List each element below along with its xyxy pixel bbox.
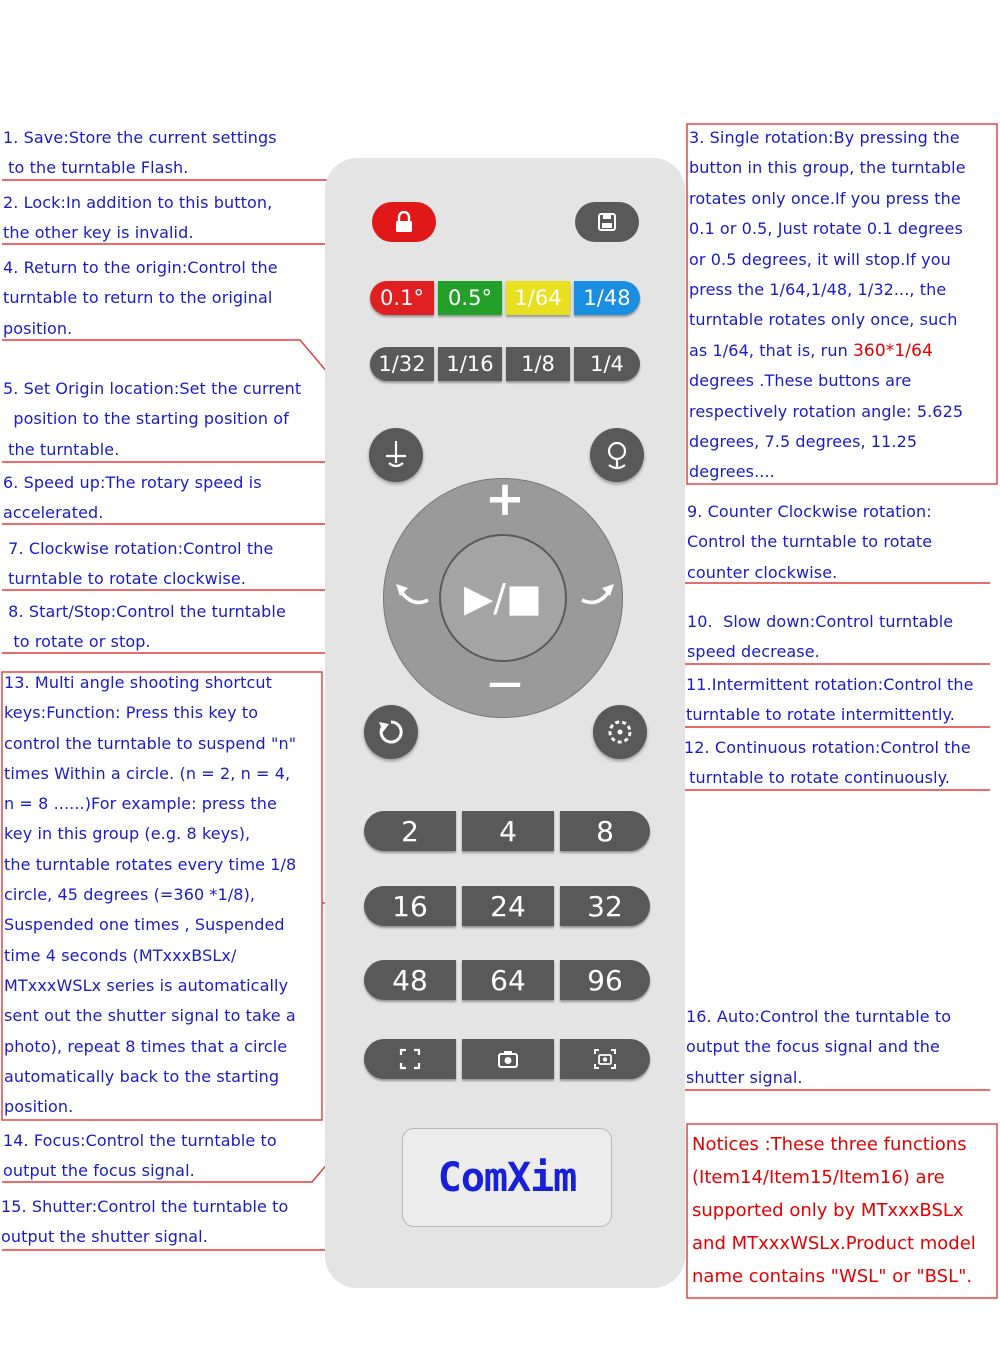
annotation-focus: 14. Focus:Control the turntable to output the focus signal. <box>3 1131 277 1181</box>
annotation-clockwise: 7. Clockwise rotation:Control the turntable to rotate clockwise. <box>8 539 274 589</box>
annotation-counter-clockwise: 9. Counter Clockwise rotation: Control the turntable to rotate counter clockwise. <box>687 502 933 582</box>
focus-button[interactable] <box>364 1039 456 1079</box>
annotation-set-origin: 5. Set Origin location:Set the current position to the starting position of the turntable. <box>3 379 302 459</box>
speed-up-button[interactable]: + <box>484 471 526 527</box>
save-icon <box>597 212 617 232</box>
angle-button-0-1[interactable]: 0.1° <box>370 281 434 315</box>
lock-button[interactable] <box>372 202 436 242</box>
n-button-64[interactable]: 64 <box>462 960 554 1000</box>
annotation-auto: 16. Auto:Control the turntable to output the focus signal and the shutter signal. <box>686 1007 952 1087</box>
n-button-8[interactable]: 8 <box>560 811 650 851</box>
n-button-4[interactable]: 4 <box>462 811 554 851</box>
return-origin-icon <box>602 439 632 471</box>
lock-icon <box>394 211 414 233</box>
annotation-slow-down: 10. Slow down:Control turntable speed decrease. <box>687 612 954 662</box>
angle-button-1-64[interactable]: 1/64 <box>506 281 570 315</box>
intermittent-rotation-icon <box>606 718 634 746</box>
n-button-96[interactable]: 96 <box>560 960 650 1000</box>
annotation-speed-up: 6. Speed up:The rotary speed is accelerated. <box>3 473 262 523</box>
annotation-highlight: 360*1/64 <box>853 340 933 361</box>
n-button-16[interactable]: 16 <box>364 886 456 926</box>
annotation-single-rotation: 3. Single rotation:By pressing the button in this group, the turntable rotates only once.If you press the 0.1 or 0.5, Just rotate 0.1 degrees or 0.5 degrees, it will stop.If you press the 1/64,1/48, 1/32..., the turntable rotates only once, such as 1/64, that is, run 360*1/64 degrees .These buttons are respectively rotation angle: 5.625 degrees, 7.5 degrees, 11.25 degrees.... <box>689 128 966 482</box>
shutter-icon <box>497 1049 519 1069</box>
annotation-multi-angle: 13. Multi angle shooting shortcut keys:Function: Press this key to control the turntable to suspend "n" times Within a circle. (n = 2, n = 4, n = 8 ......)For example: press the key in this group (e.g. 8 keys), the turntable rotates every time 1/8 circle, 45 degrees (=360 *1/8), Suspended one times , Suspended time 4 seconds (MTxxxBSLx/ MTxxxWSLx series is automatically sent out the shutter signal to take a photo), repeat 8 times that a circle automatically back to the starting position. <box>4 673 297 1117</box>
angle-button-1-48[interactable]: 1/48 <box>574 281 640 315</box>
save-button[interactable] <box>575 202 639 242</box>
annotation-start-stop: 8. Start/Stop:Control the turntable to rotate or stop. <box>8 602 286 652</box>
angle-button-1-4[interactable]: 1/4 <box>574 347 640 381</box>
clockwise-icon <box>394 578 434 614</box>
n-button-48[interactable]: 48 <box>364 960 456 1000</box>
brand-logo: ComXim <box>437 1154 577 1201</box>
set-origin-button[interactable] <box>369 428 423 482</box>
counter-clockwise-icon <box>576 578 616 614</box>
angle-button-1-8[interactable]: 1/8 <box>506 347 570 381</box>
angle-button-1-32[interactable]: 1/32 <box>370 347 434 381</box>
angle-button-0-5[interactable]: 0.5° <box>438 281 502 315</box>
auto-icon <box>593 1048 617 1070</box>
slow-down-button[interactable]: — <box>488 663 522 703</box>
annotation-return-origin: 4. Return to the origin:Control the turntable to return to the original position. <box>3 258 278 338</box>
counter-clockwise-button[interactable] <box>576 578 616 614</box>
n-button-24[interactable]: 24 <box>462 886 554 926</box>
notice-text: Notices :These three functions (Item14/Item15/Item16) are supported only by MTxxxBSLx and MTxxxWSLx.Product model name contains "WSL" or "BSL". <box>692 1134 976 1287</box>
angle-button-1-16[interactable]: 1/16 <box>438 347 502 381</box>
n-button-2[interactable]: 2 <box>364 811 456 851</box>
start-stop-button[interactable] <box>439 534 567 662</box>
shutter-button[interactable] <box>462 1039 554 1079</box>
annotation-lock: 2. Lock:In addition to this button, the other key is invalid. <box>3 193 273 243</box>
annotation-shutter: 15. Shutter:Control the turntable to output the shutter signal. <box>1 1197 289 1247</box>
annotation-save: 1. Save:Store the current settings to the turntable Flash. <box>3 128 277 178</box>
play-stop-icon: ▶/■ <box>464 576 542 620</box>
intermittent-rotation-button[interactable] <box>593 705 647 759</box>
n-button-32[interactable]: 32 <box>560 886 650 926</box>
continuous-rotation-icon <box>377 718 405 746</box>
set-origin-icon <box>381 439 411 471</box>
focus-icon <box>399 1048 421 1070</box>
annotation-continuous: 12. Continuous rotation:Control the turntable to rotate continuously. <box>684 738 971 788</box>
return-origin-button[interactable] <box>590 428 644 482</box>
clockwise-button[interactable] <box>394 578 434 614</box>
continuous-rotation-button[interactable] <box>364 705 418 759</box>
annotation-intermittent: 11.Intermittent rotation:Control the turntable to rotate intermittently. <box>686 675 974 725</box>
brand-panel <box>402 1128 612 1227</box>
auto-button[interactable] <box>560 1039 650 1079</box>
